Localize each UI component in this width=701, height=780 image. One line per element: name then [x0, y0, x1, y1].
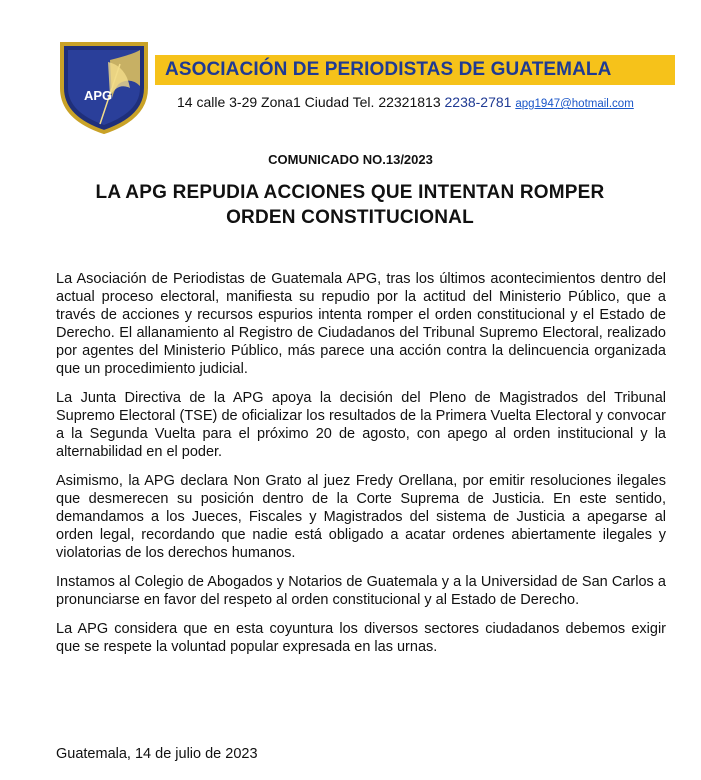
title-banner: [155, 55, 675, 85]
paragraph: Asimismo, la APG declara Non Grato al juez Fredy Orellana, por emitir resoluciones ilegales que desmerecen su posición dentro de la Corte Suprema de Justicia. En este sentido, demandamos a los Jueces, Fiscales y Magistrados del sistema de Justicia a apegarse al orden legal, recordando que nadie está obligado a acatar ordenes abiertamente ilegales y violatorias de los derechos humanos.: [56, 473, 666, 561]
phone-secondary: 2238-2781: [444, 94, 512, 110]
headline-line-1: LA APG REPUDIA ACCIONES QUE INTENTAN ROMPER: [95, 182, 605, 203]
logo-text: APG: [84, 88, 113, 103]
headline: [40, 180, 660, 230]
contact-line: [177, 94, 634, 110]
comunicado-number: COMUNICADO NO.13/2023: [268, 152, 433, 167]
headline-line-2: ORDEN CONSTITUCIONAL: [226, 207, 474, 228]
organization-title: ASOCIACIÓN DE PERIODISTAS DE GUATEMALA: [165, 59, 612, 80]
apg-shield-logo: [60, 38, 148, 134]
paragraph: La APG considera que en esta coyuntura los diversos sectores ciudadanos debemos exigir que se respete la voluntad popular expresada en las urnas.: [56, 621, 666, 655]
email-link[interactable]: apg1947@hotmail.com: [515, 98, 634, 110]
address-phone: 14 calle 3-29 Zona1 Ciudad Tel. 22321813: [177, 94, 441, 110]
paragraph: Instamos al Colegio de Abogados y Notarios de Guatemala y a la Universidad de San Carlos a pronunciarse en favor del respeto al orden constitucional y al Estado de Derecho.: [56, 574, 666, 608]
paragraph: La Asociación de Periodistas de Guatemala APG, tras los últimos acontecimientos dentro del actual proceso electoral, manifiesta su repudio por la actitud del Ministerio Público, que a través de acciones y recursos espurios intenta romper el orden constitucional y el Estado de Derecho. El allanamiento al Registro de Ciudadanos del Tribunal Supremo Electoral, realizado por agentes del Ministerio Público, más parece una acción contra la delincuencia organizada que un procedimiento judicial.: [56, 271, 666, 377]
body-text: [56, 270, 666, 667]
paragraph: La Junta Directiva de la APG apoya la decisión del Pleno de Magistrados del Tribunal Supremo Electoral (TSE) de oficializar los resultados de la Primera Vuelta Electoral y convocar a la Segunda Vuelta para el próximo 20 de agosto, con apego al orden institucional y la alternabilidad en el poder.: [56, 390, 666, 460]
document-date: Guatemala, 14 de julio de 2023: [56, 746, 258, 762]
